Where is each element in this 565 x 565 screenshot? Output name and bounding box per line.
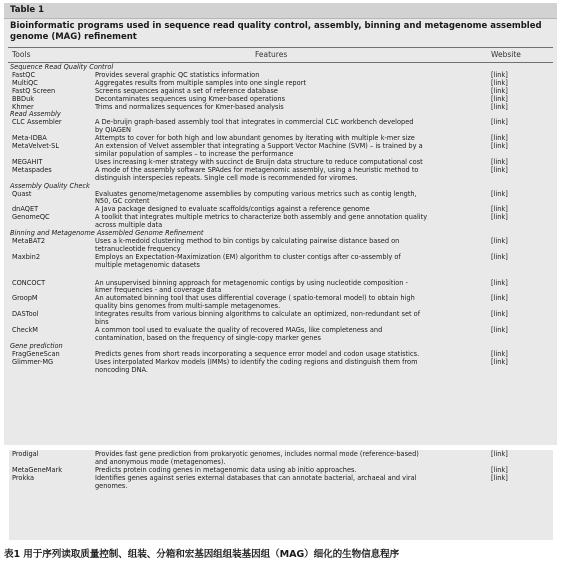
table-row-continuation [10, 262, 551, 270]
website-link[interactable]: [link] [491, 142, 508, 151]
website-link[interactable]: [link] [491, 94, 508, 103]
tool-name: GroopM [12, 294, 38, 303]
tool-feature: by QIAGEN [95, 126, 131, 135]
tool-feature: similar population of samples – to increase the performance [95, 149, 294, 158]
table-row-continuation [10, 483, 547, 491]
website-link[interactable]: [link] [491, 473, 508, 482]
tool-feature: Predicts protein coding genes in metagenomic data using ab initio approaches. [95, 465, 357, 474]
tool-feature: Aggregates results from multiple samples into one single report [95, 78, 306, 87]
header-tools: Tools [12, 50, 31, 59]
table-panel-top [4, 3, 557, 445]
website-link[interactable]: [link] [491, 118, 508, 127]
tool-feature: A toolkit that integrates multiple metrics to characterize both assembly and gene annotation quality [95, 213, 428, 222]
table-row [10, 311, 551, 319]
tool-name: FragGeneScan [12, 349, 60, 358]
section-heading-label: Read Assembly [10, 110, 61, 119]
tool-feature: An extension of Velvet assembler that integrating a Support Vector Machine (SVM) – is trained by a [95, 142, 423, 151]
tool-feature: Predicts genes from short reads incorporating a sequence error model and codon usage statistics. [95, 349, 420, 358]
website-link[interactable]: [link] [491, 78, 508, 87]
tool-name: FastQC [12, 70, 36, 79]
table-row [10, 475, 547, 483]
tool-name: GenomeQC [12, 213, 50, 222]
table-title: Bioinformatic programs used in sequence read quality control, assembly, binning and metagenome assembled genome (MAG) refinement [10, 21, 542, 42]
tool-name: CONCOCT [12, 278, 46, 287]
website-link[interactable]: [link] [491, 165, 508, 174]
table-row [10, 104, 551, 112]
website-link[interactable]: [link] [491, 357, 508, 366]
website-link[interactable]: [link] [491, 326, 508, 334]
tool-name: BBDuk [12, 94, 35, 103]
tool-feature: An automated binning tool that uses differential coverage ( spatio-temoral model) to obtain high [95, 294, 415, 303]
table-row [10, 254, 551, 262]
tool-feature: noncoding DNA. [95, 365, 149, 374]
table-row [10, 191, 551, 199]
tool-feature: Provides fast gene prediction from prokaryotic genomes, includes normal mode (reference-based) [95, 450, 419, 458]
tool-feature: A mode of the assembly software SPAdes for metagenomic assembly, using a heuristic method to [95, 165, 419, 174]
table-label-bar [4, 3, 557, 19]
tool-name: MultiQC [12, 78, 38, 87]
tool-name: CheckM [12, 326, 38, 334]
website-link[interactable]: [link] [491, 213, 508, 222]
tool-name: dnAQET [12, 205, 39, 214]
tool-feature: Provides several graphic QC statistics information [95, 70, 260, 79]
table-row [10, 451, 547, 459]
website-link[interactable]: [link] [491, 252, 508, 261]
website-link[interactable]: [link] [491, 205, 508, 214]
website-cell [470, 483, 540, 491]
table-row [10, 119, 551, 127]
website-cell [470, 222, 540, 230]
website-link[interactable]: [link] [491, 450, 508, 458]
website-link[interactable]: [link] [491, 278, 508, 287]
tool-feature: bins [95, 318, 109, 327]
tool-name [10, 262, 95, 270]
tool-feature: quality bins genomes from multi-sample metagenomes. [95, 302, 281, 311]
website-link[interactable]: [link] [491, 310, 508, 319]
tool-feature: Employs an Expectation-Maximization (EM) algorithm to cluster contigs after co-assembly of [95, 252, 401, 261]
tool-name [10, 483, 95, 491]
tool-feature: multiple metagenomic datasets [95, 260, 200, 269]
tool-name: MetaGeneMark [12, 465, 63, 474]
website-cell [470, 175, 540, 183]
website-link[interactable]: [link] [491, 70, 508, 79]
website-link[interactable]: [link] [491, 157, 508, 166]
table-row-continuation [10, 335, 551, 343]
tool-feature: Screens sequences against a set of reference database [95, 86, 278, 95]
tool-feature: N50, GC content [95, 197, 150, 206]
table-header [4, 48, 557, 61]
section-heading-label: Gene prediction [10, 341, 63, 350]
table-panel-bottom [9, 450, 553, 540]
tool-feature: A Java package designed to evaluate scaffolds/contigs against a reference genome [95, 205, 370, 214]
tool-feature: Trims and normalizes sequences for Kmer-based analysis [95, 102, 284, 111]
section-heading [10, 64, 551, 72]
tool-name [10, 367, 95, 375]
table-body-top [10, 64, 551, 374]
website-link[interactable]: [link] [491, 86, 508, 95]
tool-feature: and anonymous mode (metagenomes). [95, 457, 226, 466]
website-link[interactable]: [link] [491, 236, 508, 245]
tool-feature: Attempts to cover for both high and low abundant genomes by iterating with multiple k-mer size [95, 134, 415, 143]
tool-feature: Uses interpolated Markov models (IMMs) to identify the coding regions and distinguish them from [95, 357, 418, 366]
table-body-bottom [10, 451, 547, 491]
tool-name: Maxbin2 [12, 252, 41, 261]
website-link[interactable]: [link] [491, 349, 508, 358]
table-row [10, 295, 551, 303]
tool-feature: across multiple data [95, 221, 163, 230]
tool-name: Metaspades [12, 165, 52, 174]
tool-feature: kmer frequencies - and coverage data [95, 286, 222, 295]
tool-name: Khmer [12, 102, 34, 111]
section-heading-label: Assembly Quality Check [10, 181, 90, 190]
tool-feature: A De-bruijn graph-based assembly tool that integrates in commercial CLC workbench developed [95, 118, 414, 127]
tool-feature: Evaluates genome/metagenome assemblies by computing various metrics such as contig length, [95, 189, 417, 198]
tool-feature: Identifies genes against series external databases that can annotate bacterial, archaeal and viral [95, 473, 417, 482]
tool-name: Quast [12, 189, 32, 198]
header-features: Features [255, 50, 288, 59]
table-row-continuation [10, 367, 551, 375]
website-link[interactable]: [link] [491, 294, 508, 303]
table-row [10, 80, 551, 88]
website-cell [470, 335, 540, 343]
tool-feature: Decontaminates sequences using Kmer-based operations [95, 94, 286, 103]
tool-name: Glimmer-MG [12, 357, 54, 366]
website-cell [470, 367, 540, 375]
website-link[interactable]: [link] [491, 102, 508, 111]
table-row-continuation [10, 175, 551, 183]
tool-name: CLC Assembler [12, 118, 62, 127]
tool-name: MEGAHIT [12, 157, 43, 166]
section-heading-label: Binning and Metagenome Assembled Genome Refinement [10, 229, 204, 238]
tool-feature: contamination, based on the frequency of single-copy marker genes [95, 333, 321, 342]
tool-feature: A common tool used to evaluate the quality of recovered MAGs, like completeness and [95, 326, 383, 334]
tool-name: Meta-IDBA [12, 134, 47, 143]
tool-feature: distinguish interspecies repeats. Single cell mode is recommended for viromes. [95, 173, 358, 182]
table-row [10, 359, 551, 367]
tool-feature: tetranucleotide frequency [95, 244, 181, 253]
website-cell [470, 262, 540, 270]
table-row [10, 238, 551, 246]
section-heading-label: Sequence Read Quality Control [10, 63, 114, 71]
table-row [10, 280, 551, 288]
table-row [10, 214, 551, 222]
tool-name: FastQ Screen [12, 86, 56, 95]
website-link[interactable]: [link] [491, 189, 508, 198]
tool-feature: Uses increasing k-mer strategy with succinct de Bruijn data structure to reduce computational cost [95, 157, 423, 166]
website-link[interactable]: [link] [491, 465, 508, 474]
tool-name: MetaVelvet-SL [12, 142, 60, 151]
tool-name: DASTool [12, 310, 39, 319]
website-link[interactable]: [link] [491, 134, 508, 143]
figure-caption: 表1 用于序列读取质量控制、组装、分箱和宏基因组组装基因组（MAG）细化的生物信息程序 [4, 549, 400, 560]
tool-feature: Uses a k-medoid clustering method to bin contigs by calculating pairwise distance based on [95, 236, 400, 245]
header-website: Website [491, 50, 521, 59]
table-label: Table 1 [10, 5, 45, 15]
tool-name: MetaBAT2 [12, 236, 46, 245]
tool-name: Prokka [12, 473, 35, 482]
tool-name: Prodigal [12, 450, 39, 458]
tool-feature: Integrates results from various binning algorithms to calculate an optimized, non-redundant set of [95, 310, 421, 319]
tool-feature: An unsupervised binning approach for metagenomic contigs by using nucleotide composition - [95, 278, 408, 287]
tool-feature: genomes. [95, 481, 128, 490]
